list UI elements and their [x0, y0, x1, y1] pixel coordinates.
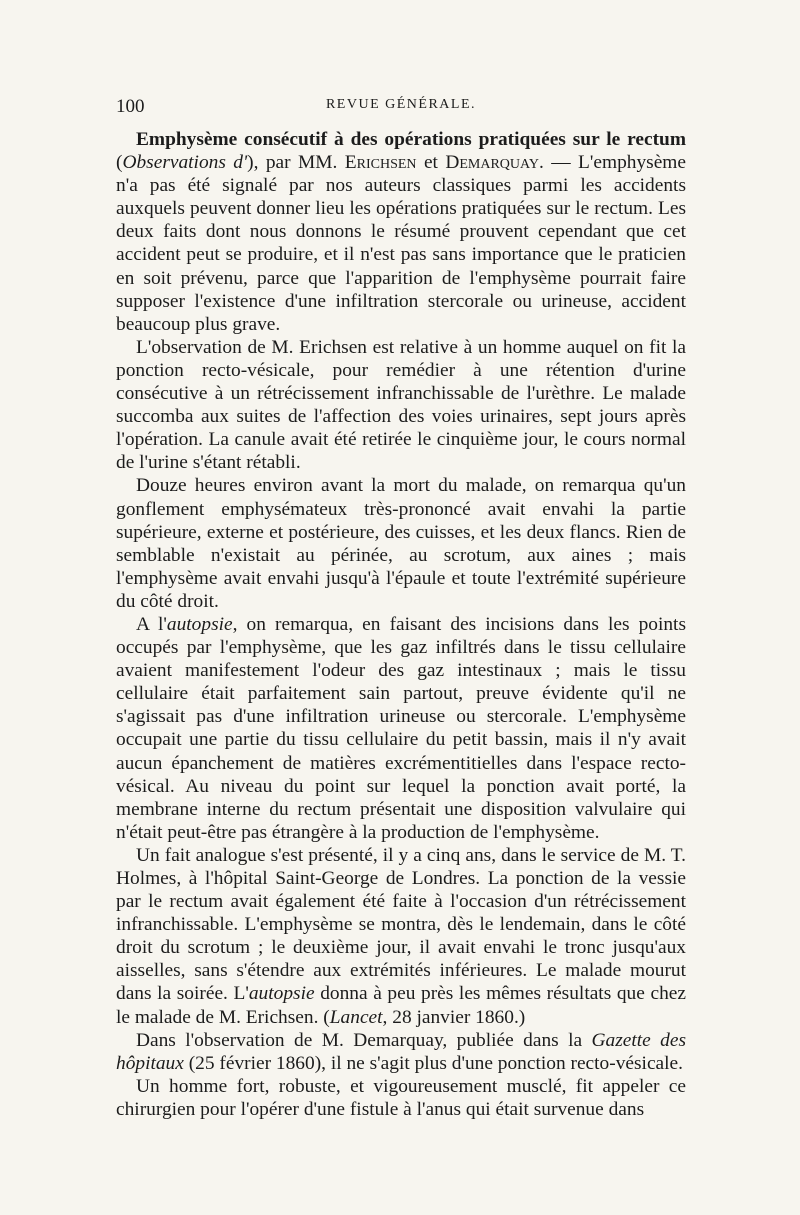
article-title: Emphysème consécutif à des opérations pratiquées sur le rectum [136, 129, 686, 150]
obs-open: ( [116, 152, 123, 174]
paragraph-holmes [116, 844, 686, 1029]
paragraph-symptoms: Douze heures environ avant la mort du malade, on remarqua qu'un gonflement emphysémateux très-prononcé avait envahi la partie supérieure, externe et postérieure, des cuisses, et les deux flancs. Rien de semblable n'existait au périnée, au scrotum, aux aines ; mais l'emphysème avait envahi jusqu'à l'épaule et toute l'extrémité supérieure du côté droit. [116, 475, 686, 612]
lancet-italic: Lancet [329, 1006, 383, 1028]
text-run: donna à peu près les mêmes résultats que chez le malade de M. Erichsen. ( [116, 983, 686, 1028]
paragraph-case: Un homme fort, robuste, et vigoureusement musclé, fit appeler ce chirurgien pour l'opérer d'une fistule à l'anus qui était survenue dans [116, 1075, 686, 1120]
and-text: et [416, 152, 446, 174]
page-number: 100 [116, 96, 145, 117]
paragraph-erichsen: L'observation de M. Erichsen est relative à un homme auquel on fit la ponction recto-vésicale, pour remédier à une rétention d'urine consécutive à un rétrécissement infranchissable de l'urèthre. Le malade succomba aux suites de l'affection des voies urinaires, sept jours après l'opération. La canule avait été retirée le cinquième jour, le cours normal de l'urine s'étant rétabli. [116, 336, 686, 474]
running-title: REVUE GÉNÉRALE. [325, 97, 477, 112]
text-run: , 28 janvier 1860.) [382, 1006, 526, 1028]
paragraph-intro [116, 128, 686, 336]
author-erichsen: Erichsen [344, 152, 417, 174]
text-run: Dans l'observation de M. Demarquay, publiée dans la [136, 1029, 592, 1051]
author-demarquay: Demarquay [445, 152, 539, 174]
obs-close: ), par MM. [247, 152, 345, 174]
text-run: Un fait analogue s'est présenté, il y a cinq ans, dans le service de M. T. Holmes, à l'hôpital Saint-George de Londres. La ponction de la vessie par le rectum avait également été faite à l'occasion d'un rétrécissement infranchissable. L'emphysème se montra, dès le lendemain, dans le côté droit du scrotum ; le deuxième jour, il avait envahi le tronc jusqu'aux aisselles, sans s'étendre aux extrémités inférieures. Le malade mourut dans la soirée. L' [116, 844, 686, 1005]
gazette-italic: Gazette des hôpitaux [116, 1029, 686, 1074]
paragraph-demarquay [116, 1029, 686, 1075]
text-run: , on remarqua, en faisant des incisions dans les points occupés par l'emphysème, que les gaz infiltrés dans le tissu cellulaire avaient manifestement l'odeur des gaz intestinaux ; mais le tissu cellulaire était parfaitement sain partout, preuve évidente qu'il ne s'agissait pas d'une infiltration urineuse ou stercorale. L'emphysème occupait une partie du tissu cellulaire du petit bassin, mais il n'y avait aucun épanchement de matières excrémentitielles dans l'espace recto-vésical. Au niveau du point sur lequel la ponction avait porté, la membrane interne du rectum présentait une disposition valvulaire qui n'était peut-être pas étrangère à la production de l'emphysème. [116, 613, 686, 843]
article-body [116, 128, 686, 1121]
intro-text: . — L'emphysème n'a pas été signalé par nos auteurs classiques parmi les accidents auxquels peuvent donner lieu les opérations pratiquées sur le rectum. Les deux faits dont nous donnons le résumé prouvent cependant que cet accident peut se produire, et il n'est pas sans importance que le praticien en soit prévenu, parce que l'apparition de l'emphysème pourrait faire supposer l'existence d'une infiltration stercorale ou urineuse, accident beaucoup plus grave. [116, 152, 686, 335]
obs-label: Observations d' [122, 152, 248, 174]
autopsie-italic: autopsie [248, 983, 315, 1005]
page-header [116, 96, 686, 122]
autopsie-italic: autopsie [166, 613, 233, 635]
text-run: (25 février 1860), il ne s'agit plus d'une ponction recto-vésicale. [183, 1052, 683, 1074]
text-run: A l' [136, 613, 167, 635]
paragraph-autopsy [116, 613, 686, 844]
